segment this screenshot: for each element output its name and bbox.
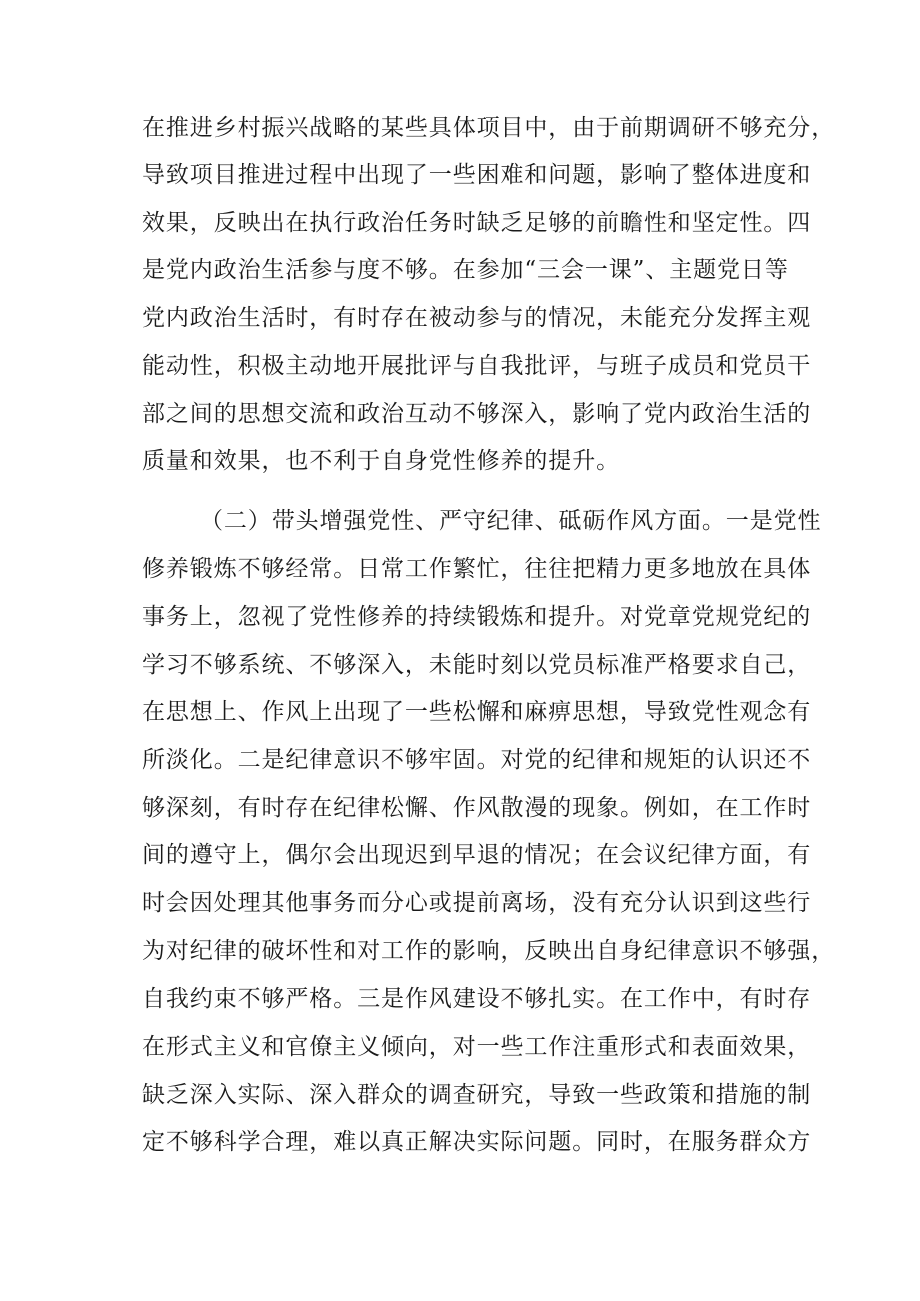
text-line: 导致项目推进过程中出现了一些困难和问题，影响了整体进度和	[142, 162, 812, 188]
text-line: 在形式主义和官僚主义倾向，对一些工作注重形式和表面效果，	[142, 1034, 812, 1060]
text-line: 在思想上、作风上出现了一些松懈和麻痹思想，导致党性观念有	[142, 699, 812, 725]
text-line: 时会因处理其他事务而分心或提前离场，没有充分认识到这些行	[142, 890, 812, 916]
text-line: 在推进乡村振兴战略的某些具体项目中，由于前期调研不够充分，	[142, 115, 836, 141]
text-line: 间的遵守上，偶尔会出现迟到早退的情况；在会议纪律方面，有	[142, 842, 812, 868]
section-heading-line: （二）带头增强党性、严守纪律、砥砺作风方面。一是党性	[200, 508, 822, 534]
text-line: 缺乏深入实际、深入群众的调查研究，导致一些政策和措施的制	[142, 1082, 812, 1108]
text-line: 为对纪律的破坏性和对工作的影响，反映出自身纪律意识不够强，	[142, 938, 836, 964]
text-line: 够深刻，有时存在纪律松懈、作风散漫的现象。例如，在工作时	[142, 795, 812, 821]
text-line: 自我约束不够严格。三是作风建设不够扎实。在工作中，有时存	[142, 986, 812, 1012]
text-line: 能动性，积极主动地开展批评与自我批评，与班子成员和党员干	[142, 353, 812, 379]
text-line: 定不够科学合理，难以真正解决实际问题。同时，在服务群众方	[142, 1129, 812, 1155]
text-line: 是党内政治生活参与度不够。在参加“三会一课”、主题党日等	[142, 257, 789, 283]
text-line: 效果，反映出在执行政治任务时缺乏足够的前瞻性和坚定性。四	[142, 210, 812, 236]
text-line: 学习不够系统、不够深入，未能时刻以党员标准严格要求自己，	[142, 652, 812, 678]
text-line: 党内政治生活时，有时存在被动参与的情况，未能充分发挥主观	[142, 305, 812, 331]
text-line: 质量和效果，也不利于自身党性修养的提升。	[142, 448, 620, 474]
text-line: 所淡化。二是纪律意识不够牢固。对党的纪律和规矩的认识还不	[142, 747, 812, 773]
text-line: 事务上，忽视了党性修养的持续锻炼和提升。对党章党规党纪的	[142, 604, 812, 630]
text-line: 修养锻炼不够经常。日常工作繁忙，往往把精力更多地放在具体	[142, 556, 812, 582]
text-line: 部之间的思想交流和政治互动不够深入，影响了党内政治生活的	[142, 401, 812, 427]
